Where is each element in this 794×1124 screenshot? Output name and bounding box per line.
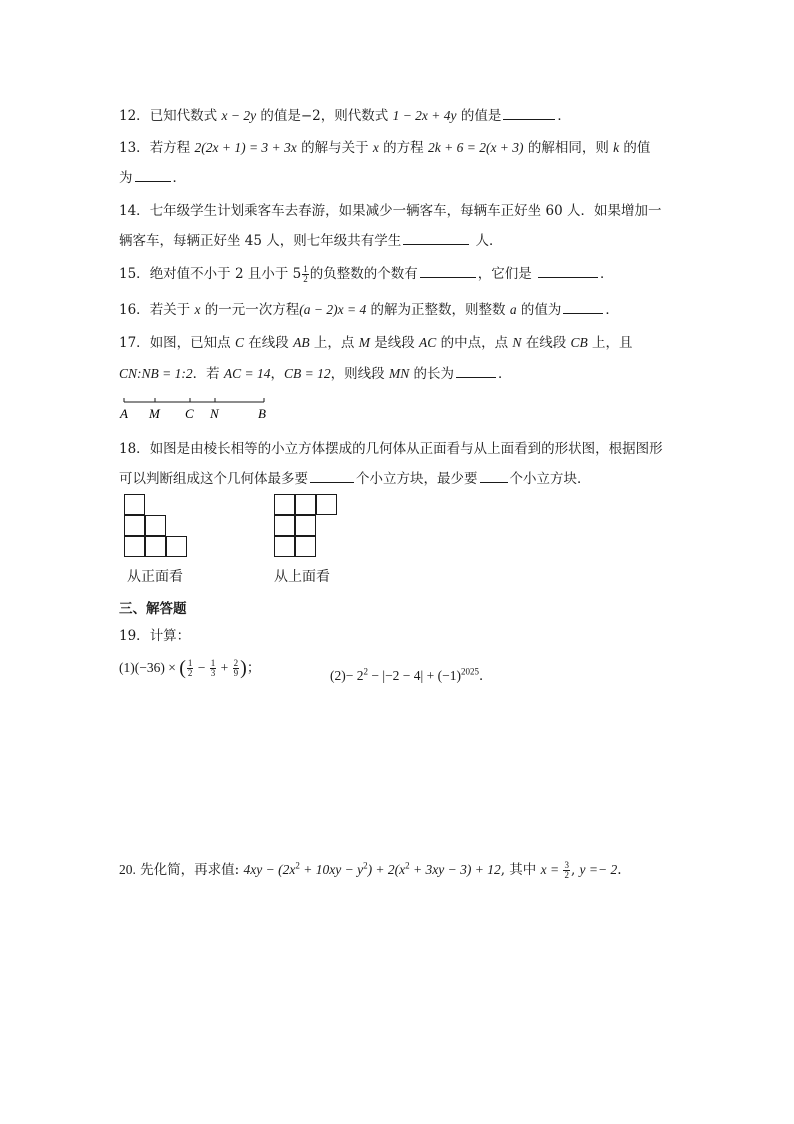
q19-1-prefix: (−36) × (134, 660, 180, 675)
label-a: A (120, 406, 128, 421)
right-paren: ) (240, 657, 247, 679)
q17-segment-cb: CB (570, 335, 588, 350)
q20-end: . (617, 862, 622, 878)
grid-cell (124, 515, 145, 536)
part-label: (2) (330, 668, 346, 683)
left-paren: ( (179, 657, 186, 679)
q17-text-7: 上，且 (587, 335, 633, 351)
q13-var-x: x (372, 140, 379, 155)
label-c: C (185, 406, 194, 421)
grid-cell (145, 515, 166, 536)
q17-line2-text-2: ，则线段 (330, 366, 389, 382)
question-16 (119, 298, 619, 318)
fraction (187, 659, 194, 678)
grid-cell (274, 536, 295, 557)
fraction-denominator: 2 (187, 668, 193, 678)
q20-y-value: y =− 2 (579, 862, 618, 877)
grid-cell (274, 515, 295, 536)
q13-line2-text: 为 (119, 170, 133, 186)
question-number: 12． (119, 108, 150, 124)
q18-line2-text-3: 个小立方块． (509, 471, 591, 487)
question-number: 13． (119, 140, 150, 156)
q17-segment-mn: MN (388, 366, 410, 381)
q17-point-m: M (358, 335, 370, 350)
question-number: 20. (119, 862, 136, 877)
top-view-grid (274, 494, 342, 560)
front-view-caption: 从正面看 (127, 569, 183, 585)
q13-equation-1: 2(2x + 1) = 3 + 3x (194, 140, 297, 155)
grid-cell (124, 494, 145, 515)
q19-part-2 (330, 664, 492, 684)
question-number: 18． (119, 441, 150, 457)
q17-text-1: 如图，已知点 (149, 335, 235, 351)
semicolon: ； (246, 660, 261, 676)
fraction (210, 659, 217, 678)
answer-blank[interactable] (135, 169, 171, 182)
grid-cell (166, 536, 187, 557)
q18-line2-text-1: 可以判断组成这个几何体最多要 (119, 471, 308, 487)
grid-cell (124, 536, 145, 557)
q13-text-1: 若方程 (149, 140, 195, 156)
q13-text-3: 的方程 (378, 140, 428, 156)
fraction-denominator: 2 (303, 274, 308, 284)
exponent: 2025 (460, 666, 479, 677)
exponent: 2 (363, 666, 368, 677)
q16-equation: (a − 2)x = 4 (299, 302, 367, 317)
part-label: (1) (119, 660, 135, 675)
q12-text-1: 已知代数式 (149, 108, 222, 124)
exponent: 2 (363, 860, 368, 871)
question-13 (119, 136, 650, 156)
q20-expr-3: ) + 2(x (367, 862, 406, 877)
q17-text-6: 在线段 (521, 335, 571, 351)
q17-ac-value: AC = 14 (223, 366, 271, 381)
question-14 (119, 199, 661, 219)
fraction-numerator: 1 (303, 264, 308, 274)
question-13-line-2 (119, 166, 186, 186)
q17-point-n: N (512, 335, 522, 350)
q17-ratio: CN:NB = 1:2 (119, 366, 193, 381)
q17-text-2: 在线段 (244, 335, 294, 351)
label-n: N (210, 406, 219, 421)
q20-comma: , (570, 862, 580, 878)
q19-2-rest: − |−2 − 4| + (−1) (368, 668, 461, 683)
top-view-caption: 从上面看 (274, 569, 330, 585)
grid-cell (295, 494, 316, 515)
q13-equation-2: 2k + 6 = 2(x + 3) (427, 140, 524, 155)
fraction (563, 861, 570, 880)
question-14-line-2 (119, 229, 503, 249)
operator: − (194, 660, 209, 675)
q20-expr-4: + 3xy − 3) + 12 (409, 862, 501, 877)
q19-2-term: − 2 (345, 668, 364, 683)
q16-text-1: 若关于 (149, 302, 195, 318)
section-heading: 三、解答题 (119, 601, 187, 617)
question-number: 19． (119, 628, 150, 644)
question-12 (119, 104, 571, 124)
q18-line2-text-2: 个小立方块，最少要 (356, 471, 478, 487)
q20-expr-1: 4xy − (2x (243, 862, 296, 877)
question-number: 15． (119, 266, 150, 282)
fraction-numerator: 3 (564, 860, 569, 870)
fraction-denominator: 3 (210, 668, 216, 678)
grid-cell (295, 536, 316, 557)
exponent: 2 (295, 860, 300, 871)
q17-comma: ， (270, 366, 285, 382)
q17-segment-ac: AC (419, 335, 437, 350)
q14-line-2: 辆客车，每辆正好坐 45 人，则七年级共有学生 (119, 233, 402, 249)
q12-text-3: 的值是 (456, 108, 502, 124)
q17-segment-ab: AB (293, 335, 310, 350)
answer-blank[interactable] (538, 265, 598, 278)
q19-2-end: ． (478, 668, 493, 684)
q12-end: ． (557, 108, 571, 124)
q17-point-c: C (234, 335, 244, 350)
q16-text-4: 的值为 (516, 302, 562, 318)
q20-text-1: 先化简，再求值: (135, 862, 244, 878)
answer-blank[interactable] (310, 470, 354, 483)
q20-x-value: x = (540, 862, 563, 877)
q20-expr-2: + 10xy − y (299, 862, 364, 877)
operator: + (217, 660, 232, 675)
answer-blank[interactable] (503, 107, 555, 120)
q15-text-2: 的负整数的个数有 (309, 266, 418, 282)
q17-end: ． (498, 366, 512, 382)
q16-text-3: 的解为正整数，则整数 (366, 302, 510, 318)
q13-text-4: 的解相同，则 (523, 140, 614, 156)
answer-blank[interactable] (420, 265, 476, 278)
answer-blank[interactable] (403, 232, 469, 245)
segment-diagram (118, 392, 278, 424)
question-17-line-2 (119, 362, 512, 382)
q13-end: ． (172, 170, 186, 186)
q14-line-1: 七年级学生计划乘客车去春游，如果减少一辆客车，每辆车正好坐 60 人．如果增加一 (149, 203, 662, 219)
q12-text-2: 的值是−2，则代数式 (256, 108, 393, 124)
fraction-denominator: 9 (233, 668, 239, 678)
grid-cell (274, 494, 295, 515)
question-number: 14． (119, 203, 150, 219)
q20-text-2: , 其中 (500, 862, 541, 878)
q12-expression-2: 1 − 2x + 4y (392, 108, 457, 123)
question-number: 17． (119, 335, 150, 351)
q15-fraction (302, 265, 309, 284)
q13-var-k: k (613, 140, 620, 155)
answer-blank[interactable] (563, 301, 603, 314)
answer-blank[interactable] (456, 365, 496, 378)
q19-title: 计算： (149, 628, 191, 644)
question-20 (119, 858, 622, 880)
q15-text-3: ，它们是 (477, 266, 537, 282)
q16-var-x: x (194, 302, 201, 317)
grid-cell (145, 536, 166, 557)
label-m: M (149, 406, 160, 421)
q12-expression-1: x − 2y (221, 108, 257, 123)
q17-text-4: 是线段 (369, 335, 420, 351)
label-b: B (258, 406, 266, 421)
q16-end: ． (605, 302, 619, 318)
fraction-denominator: 2 (564, 870, 569, 880)
grid-cell (316, 494, 337, 515)
question-number: 16． (119, 302, 150, 318)
q16-text-2: 的一元一次方程 (200, 302, 300, 318)
front-view-grid (124, 494, 192, 560)
fraction-numerator: 2 (233, 658, 239, 668)
q17-cb-value: CB = 12 (284, 366, 331, 381)
grid-cell (295, 515, 316, 536)
fraction-numerator: 1 (210, 658, 216, 668)
q18-line-1: 如图是由棱长相等的小立方体摆成的几何体从正面看与从上面看到的形状图，根据图形 (149, 441, 663, 457)
q14-end: 人． (471, 233, 503, 249)
q13-text-5: 的值 (619, 140, 651, 156)
question-18 (119, 437, 663, 457)
q16-var-a: a (509, 302, 517, 317)
question-19 (119, 624, 190, 644)
q17-text-5: 的中点，点 (436, 335, 513, 351)
question-17 (119, 331, 633, 351)
q15-text-1: 绝对值不小于 2 且小于 5 (149, 266, 302, 282)
exponent: 2 (405, 860, 410, 871)
q19-part-1 (119, 656, 260, 680)
q15-end: ． (600, 266, 614, 282)
q17-text-3: 上，点 (309, 335, 359, 351)
question-15 (119, 262, 614, 284)
q17-line2-text-1: ．若 (192, 366, 224, 382)
answer-blank[interactable] (480, 470, 508, 483)
fraction-numerator: 1 (187, 658, 193, 668)
question-18-line-2 (119, 467, 591, 487)
q17-line2-text-3: 的长为 (409, 366, 455, 382)
fraction (233, 659, 240, 678)
q13-text-2: 的解与关于 (296, 140, 373, 156)
